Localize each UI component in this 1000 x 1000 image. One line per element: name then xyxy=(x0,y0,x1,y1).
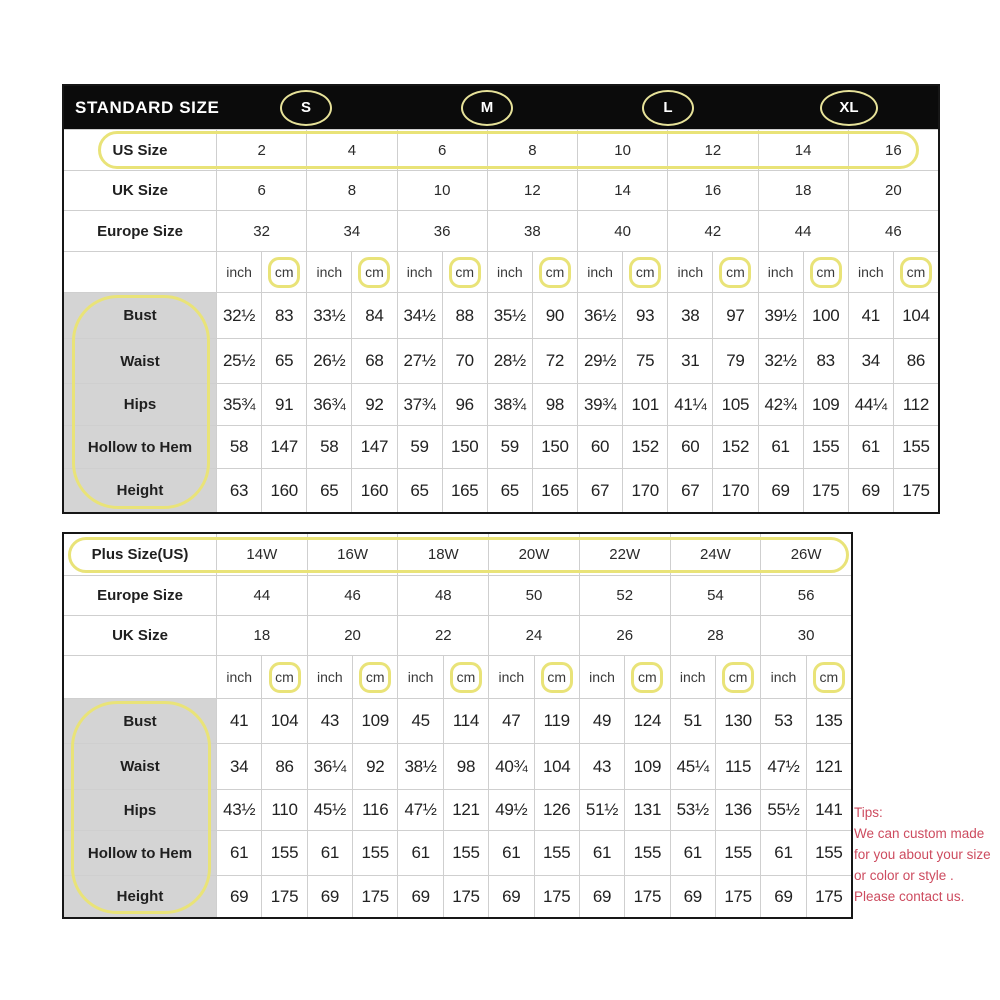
size-value: 6 xyxy=(398,130,487,170)
size-value: 26W xyxy=(761,534,851,575)
unit-inch-label: inch xyxy=(761,656,805,698)
measurement-value: 70 xyxy=(443,339,487,383)
size-value: 4 xyxy=(307,130,396,170)
measurement-label: Bust xyxy=(64,293,216,338)
measurement-label: Hips xyxy=(64,790,216,830)
tips-line: or color or style . xyxy=(854,868,954,883)
plus-size-grid xyxy=(64,534,851,917)
measurement-value: 32½ xyxy=(759,339,803,383)
measurement-value: 116 xyxy=(353,790,397,830)
measurement-value: 150 xyxy=(443,426,487,468)
size-value: 34 xyxy=(307,211,396,251)
size-group-label-s: S xyxy=(300,99,311,116)
measurement-value: 170 xyxy=(713,469,757,512)
measurement-value: 61 xyxy=(759,426,803,468)
measurement-value: 61 xyxy=(489,831,533,875)
measurement-value: 69 xyxy=(580,876,624,917)
measurement-label: Waist xyxy=(64,744,216,789)
measurement-value: 83 xyxy=(262,293,306,338)
unit-inch-label: inch xyxy=(488,252,532,292)
measurement-value: 61 xyxy=(671,831,715,875)
unit-cm-cell xyxy=(533,252,577,292)
measurement-value: 83 xyxy=(804,339,848,383)
measurement-value: 131 xyxy=(625,790,669,830)
measurement-value: 34 xyxy=(217,744,261,789)
measurement-value: 61 xyxy=(580,831,624,875)
measurement-value: 69 xyxy=(217,876,261,917)
measurement-value: 175 xyxy=(444,876,488,917)
measurement-value: 104 xyxy=(894,293,938,338)
measurement-value: 42¾ xyxy=(759,384,803,425)
size-value: 52 xyxy=(580,576,670,615)
measurement-value: 79 xyxy=(713,339,757,383)
measurement-value: 69 xyxy=(489,876,533,917)
measurement-value: 35½ xyxy=(488,293,532,338)
measurement-value: 40¾ xyxy=(489,744,533,789)
unit-inch-label: inch xyxy=(759,252,803,292)
measurement-value: 75 xyxy=(623,339,667,383)
size-group-badge-m xyxy=(461,90,513,126)
measurement-value: 109 xyxy=(804,384,848,425)
size-value: 48 xyxy=(398,576,488,615)
measurement-label: Height xyxy=(64,876,216,917)
measurement-value: 36¼ xyxy=(308,744,352,789)
cm-highlight-box: cm xyxy=(358,257,390,288)
measurement-value: 68 xyxy=(352,339,396,383)
measurement-value: 101 xyxy=(623,384,667,425)
size-value: 22W xyxy=(580,534,670,575)
measurement-value: 105 xyxy=(713,384,757,425)
unit-inch-label: inch xyxy=(217,252,261,292)
size-value: 46 xyxy=(849,211,938,251)
measurement-value: 61 xyxy=(308,831,352,875)
measurement-value: 92 xyxy=(353,744,397,789)
measurement-value: 147 xyxy=(352,426,396,468)
unit-cm-cell xyxy=(352,252,396,292)
measurement-value: 69 xyxy=(398,876,442,917)
measurement-value: 93 xyxy=(623,293,667,338)
measurement-value: 97 xyxy=(713,293,757,338)
size-value: 40 xyxy=(578,211,667,251)
unit-inch-label: inch xyxy=(668,252,712,292)
measurement-value: 155 xyxy=(804,426,848,468)
measurement-value: 29½ xyxy=(578,339,622,383)
measurement-value: 38 xyxy=(668,293,712,338)
size-value: 24 xyxy=(489,616,579,655)
unit-inch-label: inch xyxy=(489,656,533,698)
size-value: 20W xyxy=(489,534,579,575)
measurement-value: 119 xyxy=(535,699,579,743)
cm-highlight-box: cm xyxy=(269,662,301,693)
size-value: 22 xyxy=(398,616,488,655)
unit-inch-label: inch xyxy=(671,656,715,698)
measurement-value: 53½ xyxy=(671,790,715,830)
measurement-value: 110 xyxy=(262,790,306,830)
unit-cm-cell xyxy=(894,252,938,292)
measurement-value: 165 xyxy=(533,469,577,512)
cm-highlight-box: cm xyxy=(449,257,481,288)
measurement-value: 27½ xyxy=(398,339,442,383)
measurement-value: 114 xyxy=(444,699,488,743)
size-value: 54 xyxy=(671,576,761,615)
unit-cm-cell xyxy=(623,252,667,292)
unit-inch-label: inch xyxy=(849,252,893,292)
plus-size-table xyxy=(62,532,853,919)
tips-line: for you about your size xyxy=(854,847,991,862)
cm-highlight-box: cm xyxy=(629,257,661,288)
row-label: Plus Size(US) xyxy=(64,534,216,575)
size-value: 24W xyxy=(671,534,761,575)
measurement-label: Hollow to Hem xyxy=(64,831,216,875)
measurement-value: 45 xyxy=(398,699,442,743)
measurement-label: Hips xyxy=(64,384,216,425)
measurement-value: 86 xyxy=(894,339,938,383)
cm-highlight-box: cm xyxy=(631,662,663,693)
size-value: 8 xyxy=(488,130,577,170)
size-value: 44 xyxy=(217,576,307,615)
size-value: 38 xyxy=(488,211,577,251)
standard-size-header xyxy=(64,86,938,129)
cm-highlight-box: cm xyxy=(722,662,754,693)
measurement-value: 65 xyxy=(262,339,306,383)
measurement-value: 104 xyxy=(262,699,306,743)
measurement-value: 61 xyxy=(398,831,442,875)
size-value: 6 xyxy=(217,171,306,210)
measurement-value: 65 xyxy=(488,469,532,512)
measurement-value: 96 xyxy=(443,384,487,425)
measurement-value: 51 xyxy=(671,699,715,743)
size-value: 36 xyxy=(398,211,487,251)
measurement-value: 165 xyxy=(443,469,487,512)
measurement-value: 67 xyxy=(668,469,712,512)
measurement-value: 33½ xyxy=(307,293,351,338)
size-value: 14 xyxy=(759,130,848,170)
measurement-value: 175 xyxy=(625,876,669,917)
standard-size-table xyxy=(62,84,940,514)
size-value: 16 xyxy=(849,130,938,170)
measurement-value: 155 xyxy=(262,831,306,875)
size-value: 10 xyxy=(578,130,667,170)
measurement-value: 109 xyxy=(353,699,397,743)
unit-inch-label: inch xyxy=(217,656,261,698)
size-value: 46 xyxy=(308,576,398,615)
measurement-value: 53 xyxy=(761,699,805,743)
measurement-value: 65 xyxy=(398,469,442,512)
unit-cm-cell xyxy=(443,252,487,292)
tips-line: Please contact us. xyxy=(854,889,965,904)
cm-highlight-box: cm xyxy=(539,257,571,288)
measurement-value: 69 xyxy=(761,876,805,917)
cm-highlight-box: cm xyxy=(541,662,573,693)
unit-cm-cell xyxy=(807,656,851,698)
tips-line: We can custom made xyxy=(854,826,985,841)
measurement-value: 51½ xyxy=(580,790,624,830)
size-value: 18 xyxy=(759,171,848,210)
measurement-value: 34 xyxy=(849,339,893,383)
units-row-spacer xyxy=(64,252,216,292)
measurement-value: 61 xyxy=(217,831,261,875)
cm-highlight-box: cm xyxy=(268,257,300,288)
measurement-value: 175 xyxy=(716,876,760,917)
row-label: UK Size xyxy=(64,616,216,655)
measurement-value: 45¼ xyxy=(671,744,715,789)
unit-cm-cell xyxy=(713,252,757,292)
measurement-value: 32½ xyxy=(217,293,261,338)
size-group-label-l: L xyxy=(663,99,673,116)
measurement-value: 84 xyxy=(352,293,396,338)
measurement-value: 43½ xyxy=(217,790,261,830)
measurement-value: 69 xyxy=(671,876,715,917)
measurement-value: 155 xyxy=(353,831,397,875)
row-label: US Size xyxy=(64,130,216,170)
size-value: 10 xyxy=(398,171,487,210)
measurement-value: 121 xyxy=(444,790,488,830)
measurement-value: 130 xyxy=(716,699,760,743)
measurement-value: 35¾ xyxy=(217,384,261,425)
unit-inch-label: inch xyxy=(578,252,622,292)
measurement-value: 175 xyxy=(262,876,306,917)
measurement-value: 41 xyxy=(217,699,261,743)
measurement-value: 86 xyxy=(262,744,306,789)
cm-highlight-box: cm xyxy=(359,662,391,693)
measurement-value: 60 xyxy=(668,426,712,468)
size-value: 42 xyxy=(668,211,757,251)
measurement-value: 175 xyxy=(535,876,579,917)
units-row-spacer xyxy=(64,656,216,698)
measurement-value: 135 xyxy=(807,699,851,743)
size-value: 16W xyxy=(308,534,398,575)
unit-cm-cell xyxy=(716,656,760,698)
measurement-value: 37¾ xyxy=(398,384,442,425)
measurement-value: 61 xyxy=(761,831,805,875)
measurement-value: 136 xyxy=(716,790,760,830)
measurement-label: Hollow to Hem xyxy=(64,426,216,468)
measurement-label: Bust xyxy=(64,699,216,743)
size-value: 18 xyxy=(217,616,307,655)
size-value: 2 xyxy=(217,130,306,170)
measurement-value: 65 xyxy=(307,469,351,512)
cm-highlight-box: cm xyxy=(450,662,482,693)
measurement-value: 170 xyxy=(623,469,667,512)
size-group-badge-s xyxy=(280,90,332,126)
size-value: 16 xyxy=(668,171,757,210)
size-value: 32 xyxy=(217,211,306,251)
measurement-value: 112 xyxy=(894,384,938,425)
size-value: 50 xyxy=(489,576,579,615)
measurement-value: 155 xyxy=(807,831,851,875)
size-value: 12 xyxy=(668,130,757,170)
measurement-value: 41 xyxy=(849,293,893,338)
measurement-value: 43 xyxy=(308,699,352,743)
measurement-value: 39½ xyxy=(759,293,803,338)
measurement-value: 109 xyxy=(625,744,669,789)
measurement-value: 92 xyxy=(352,384,396,425)
unit-inch-label: inch xyxy=(398,656,442,698)
measurement-value: 175 xyxy=(894,469,938,512)
measurement-value: 155 xyxy=(535,831,579,875)
measurement-value: 47 xyxy=(489,699,533,743)
standard-size-title: STANDARD SIZE xyxy=(75,97,220,117)
measurement-value: 155 xyxy=(716,831,760,875)
measurement-value: 34½ xyxy=(398,293,442,338)
measurement-value: 67 xyxy=(578,469,622,512)
measurement-value: 28½ xyxy=(488,339,532,383)
measurement-value: 91 xyxy=(262,384,306,425)
row-label: UK Size xyxy=(64,171,216,210)
size-group-label-xl: XL xyxy=(839,99,859,116)
measurement-value: 72 xyxy=(533,339,577,383)
size-value: 8 xyxy=(307,171,396,210)
size-value: 30 xyxy=(761,616,851,655)
measurement-value: 63 xyxy=(217,469,261,512)
measurement-value: 121 xyxy=(807,744,851,789)
measurement-value: 175 xyxy=(353,876,397,917)
cm-highlight-box: cm xyxy=(813,662,845,693)
size-group-badge-l xyxy=(642,90,694,126)
measurement-value: 100 xyxy=(804,293,848,338)
measurement-value: 36¾ xyxy=(307,384,351,425)
measurement-value: 38½ xyxy=(398,744,442,789)
size-value: 28 xyxy=(671,616,761,655)
measurement-value: 115 xyxy=(716,744,760,789)
measurement-value: 60 xyxy=(578,426,622,468)
size-value: 14W xyxy=(217,534,307,575)
measurement-value: 69 xyxy=(308,876,352,917)
measurement-value: 61 xyxy=(849,426,893,468)
measurement-value: 152 xyxy=(713,426,757,468)
measurement-value: 141 xyxy=(807,790,851,830)
measurement-value: 150 xyxy=(533,426,577,468)
size-value: 20 xyxy=(308,616,398,655)
unit-cm-cell xyxy=(535,656,579,698)
measurement-value: 47½ xyxy=(398,790,442,830)
measurement-value: 58 xyxy=(217,426,261,468)
size-value: 14 xyxy=(578,171,667,210)
measurement-label: Height xyxy=(64,469,216,512)
cm-highlight-box: cm xyxy=(810,257,842,288)
measurement-value: 47½ xyxy=(761,744,805,789)
size-value: 44 xyxy=(759,211,848,251)
measurement-value: 104 xyxy=(535,744,579,789)
measurement-value: 98 xyxy=(444,744,488,789)
size-value: 12 xyxy=(488,171,577,210)
cm-highlight-box: cm xyxy=(719,257,751,288)
standard-size-grid xyxy=(64,86,938,512)
measurement-value: 155 xyxy=(444,831,488,875)
measurement-value: 41¼ xyxy=(668,384,712,425)
measurement-value: 38¾ xyxy=(488,384,532,425)
cm-highlight-box: cm xyxy=(900,257,932,288)
measurement-value: 126 xyxy=(535,790,579,830)
measurement-value: 98 xyxy=(533,384,577,425)
measurement-value: 160 xyxy=(352,469,396,512)
measurement-value: 147 xyxy=(262,426,306,468)
unit-cm-cell xyxy=(804,252,848,292)
measurement-value: 155 xyxy=(894,426,938,468)
measurement-value: 175 xyxy=(807,876,851,917)
measurement-value: 88 xyxy=(443,293,487,338)
measurement-value: 160 xyxy=(262,469,306,512)
measurement-value: 59 xyxy=(488,426,532,468)
unit-cm-cell xyxy=(262,252,306,292)
unit-inch-label: inch xyxy=(307,252,351,292)
unit-cm-cell xyxy=(262,656,306,698)
size-value: 18W xyxy=(398,534,488,575)
size-value: 26 xyxy=(580,616,670,655)
measurement-label: Waist xyxy=(64,339,216,383)
measurement-value: 55½ xyxy=(761,790,805,830)
tips-note xyxy=(854,802,991,907)
unit-inch-label: inch xyxy=(398,252,442,292)
measurement-value: 59 xyxy=(398,426,442,468)
row-label: Europe Size xyxy=(64,576,216,615)
measurement-value: 58 xyxy=(307,426,351,468)
measurement-value: 31 xyxy=(668,339,712,383)
measurement-value: 152 xyxy=(623,426,667,468)
unit-cm-cell xyxy=(625,656,669,698)
measurement-value: 90 xyxy=(533,293,577,338)
size-value: 20 xyxy=(849,171,938,210)
size-group-badge-xl xyxy=(820,90,878,126)
measurement-value: 43 xyxy=(580,744,624,789)
size-group-label-m: M xyxy=(480,99,494,116)
tips-title: Tips: xyxy=(854,805,883,820)
measurement-value: 69 xyxy=(759,469,803,512)
measurement-value: 49½ xyxy=(489,790,533,830)
unit-cm-cell xyxy=(444,656,488,698)
row-label: Europe Size xyxy=(64,211,216,251)
measurement-value: 25½ xyxy=(217,339,261,383)
unit-cm-cell xyxy=(353,656,397,698)
unit-inch-label: inch xyxy=(308,656,352,698)
measurement-value: 39¾ xyxy=(578,384,622,425)
measurement-value: 155 xyxy=(625,831,669,875)
measurement-value: 124 xyxy=(625,699,669,743)
measurement-value: 44¼ xyxy=(849,384,893,425)
measurement-value: 175 xyxy=(804,469,848,512)
size-value: 56 xyxy=(761,576,851,615)
unit-inch-label: inch xyxy=(580,656,624,698)
measurement-value: 49 xyxy=(580,699,624,743)
measurement-value: 26½ xyxy=(307,339,351,383)
measurement-value: 69 xyxy=(849,469,893,512)
measurement-value: 45½ xyxy=(308,790,352,830)
measurement-value: 36½ xyxy=(578,293,622,338)
